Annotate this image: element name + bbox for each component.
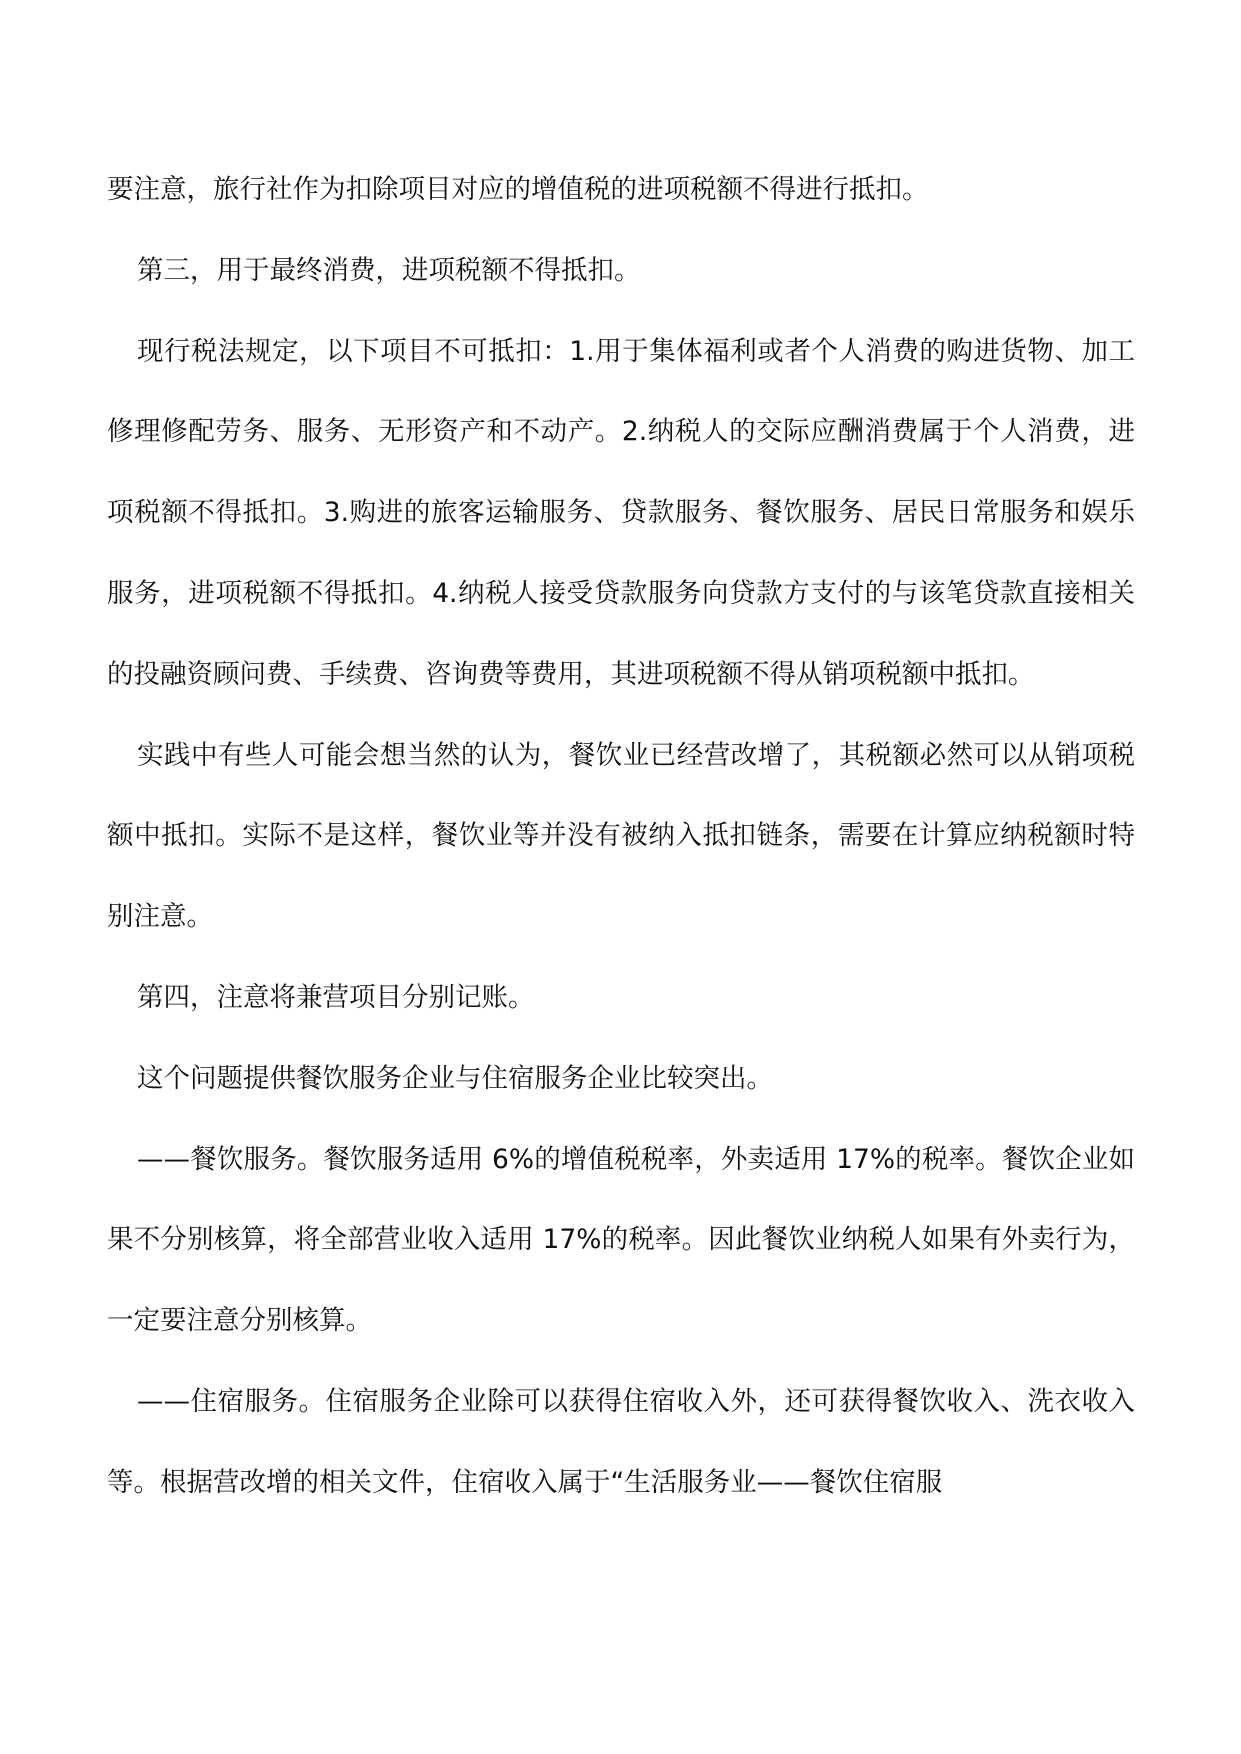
- paragraph-lodging-service: ——住宿服务。住宿服务企业除可以获得住宿收入外，还可获得餐饮收入、洗衣收入等。根据营改增的相关文件，住宿收入属于“生活服务业——餐饮住宿服: [107, 1385, 1135, 1498]
- paragraph-continuation: 要注意，旅行社作为扣除项目对应的增值税的进项税额不得进行抵扣。: [107, 174, 929, 205]
- document-body: [107, 150, 1135, 1524]
- paragraph-tax-rules: 现行税法规定，以下项目不可抵扣：1.用于集体福利或者个人消费的购进货物、加工修理修配劳务、服务、无形资产和不动产。2.纳税人的交际应酬消费属于个人消费，进项税额不得抵扣。3.购进的旅客运输服务、贷款服务、餐饮服务、居民日常服务和娱乐服务，进项税额不得抵扣。4.纳税人接受贷款服务向贷款方支付的与该笔贷款直接相关的投融资顾问费、手续费、咨询费等费用，其进项税额不得从销项税额中抵扣。: [107, 335, 1135, 690]
- paragraph-catering-service: ——餐饮服务。餐饮服务适用 6%的增值税税率，外卖适用 17%的税率。餐饮企业如果不分别核算，将全部营业收入适用 17%的税率。因此餐饮业纳税人如果有外卖行为，一定要注意分别核算。: [107, 1143, 1135, 1337]
- paragraph-practice-note: 实践中有些人可能会想当然的认为，餐饮业已经营改增了，其税额必然可以从销项税额中抵扣。实际不是这样，餐饮业等并没有被纳入抵扣链条，需要在计算应纳税额时特别注意。: [107, 739, 1135, 933]
- paragraph-heading-fourth: 第四，注意将兼营项目分别记账。: [137, 981, 535, 1013]
- paragraph-problem-intro: 这个问题提供餐饮服务企业与住宿服务企业比较突出。: [137, 1062, 773, 1094]
- paragraph-heading-third: 第三，用于最终消费，进项税额不得抵扣。: [137, 254, 641, 286]
